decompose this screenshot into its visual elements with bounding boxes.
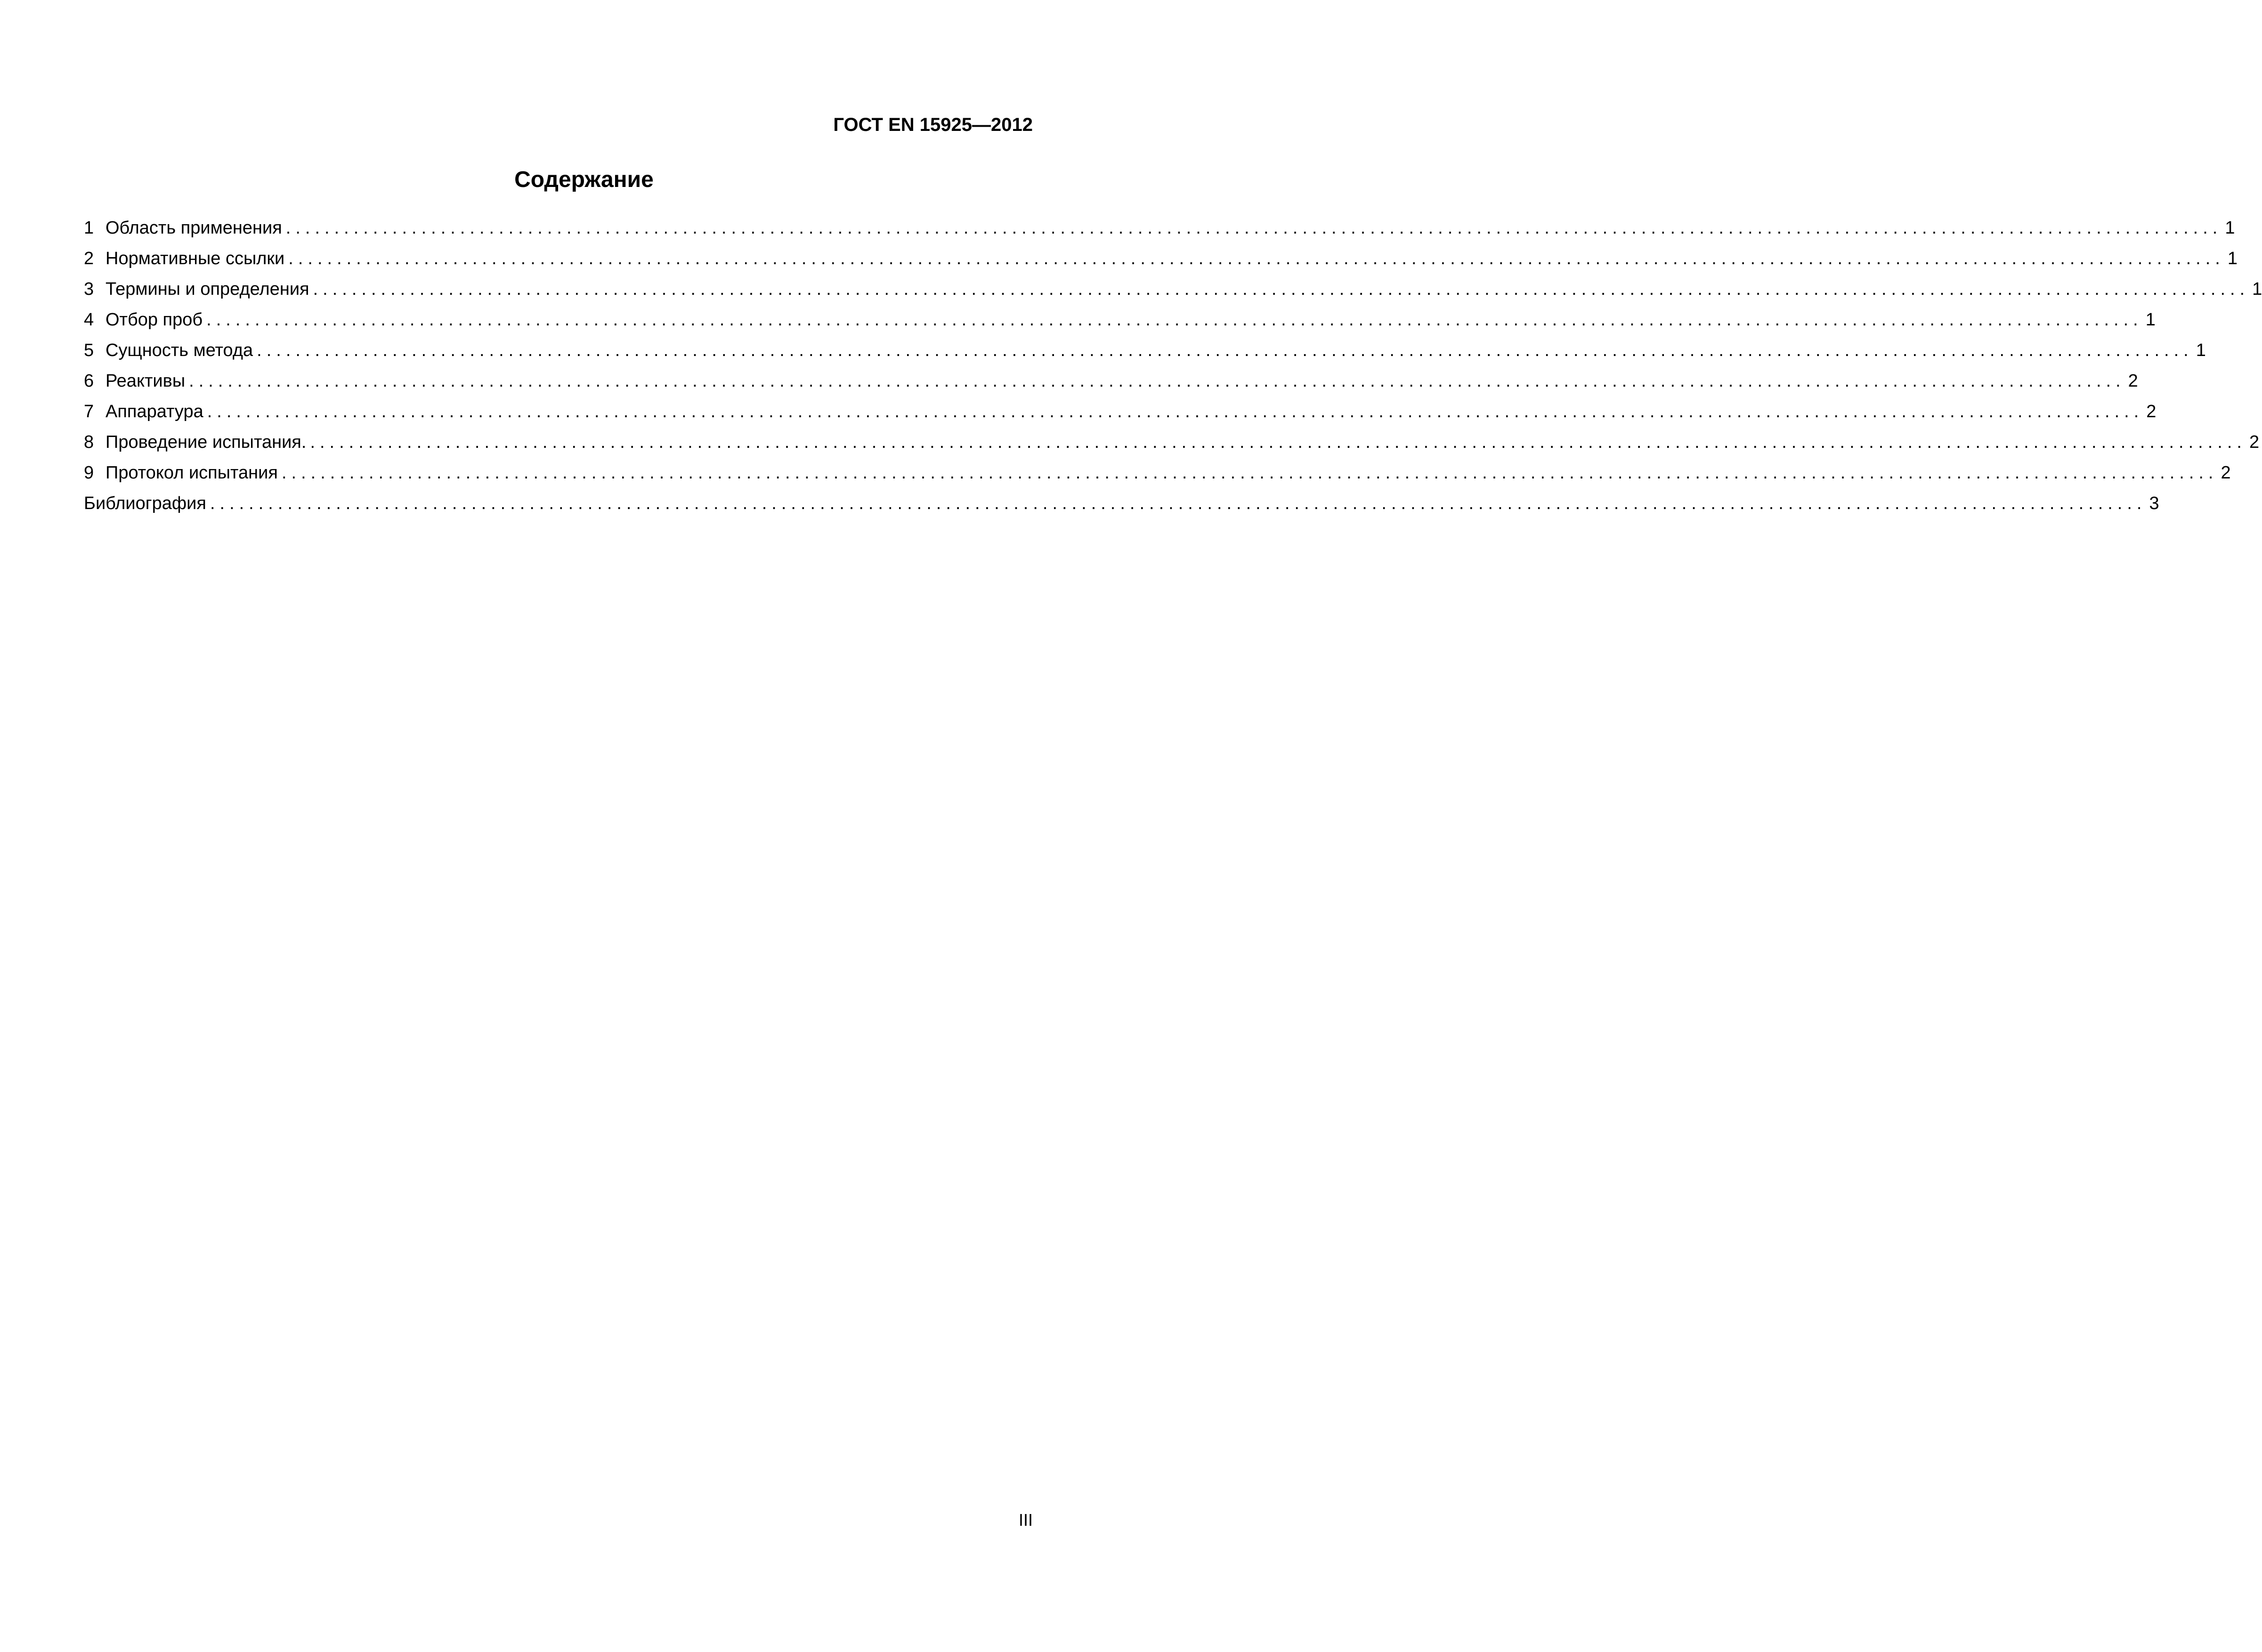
toc-entry-page: 1 (2145, 310, 2156, 330)
toc-entry-number: 7 (84, 402, 94, 421)
toc-entry-label: Сущность метода (105, 340, 253, 360)
toc-entry-sampling[interactable] (84, 310, 2156, 341)
toc-entry-label: Реактивы (105, 371, 186, 391)
toc-entry-page: 2 (2221, 463, 2231, 483)
toc-dot-leader: ........................................................................................................................................................................................................ (257, 340, 2193, 360)
toc-dot-leader: ........................................................................................................................................................................................................ (189, 371, 2125, 391)
toc-entry-principle[interactable] (84, 340, 2206, 372)
toc-dot-leader: ........................................................................................................................................................................................................ (206, 310, 2143, 330)
toc-entry-number: 9 (84, 463, 94, 483)
toc-entry-label: Аппаратура (105, 402, 203, 421)
toc-title: Содержание (514, 167, 654, 192)
document-code: ГОСТ EN 15925—2012 (833, 114, 1033, 135)
toc-entry-terms[interactable] (84, 279, 2262, 311)
toc-entry-page: 1 (2225, 218, 2235, 238)
toc-entry-scope[interactable] (84, 218, 2235, 250)
page-number: III (1018, 1510, 1033, 1530)
toc-dot-leader: ........................................................................................................................................................................................................ (310, 432, 2246, 452)
toc-entry-label: Отбор проб (105, 310, 203, 330)
table-of-contents (84, 218, 2262, 525)
toc-entry-number: 1 (84, 218, 94, 238)
toc-entry-page: 1 (2227, 249, 2238, 268)
toc-entry-normative-references[interactable] (84, 249, 2238, 280)
toc-dot-leader: ........................................................................................................................................................................................................ (288, 249, 2225, 268)
toc-entry-page: 2 (2146, 402, 2157, 421)
toc-dot-leader: ........................................................................................................................................................................................................ (281, 463, 2218, 483)
toc-dot-leader: ........................................................................................................................................................................................................ (313, 279, 2250, 299)
toc-entry-number: 3 (84, 279, 94, 299)
toc-dot-leader: ........................................................................................................................................................................................................ (210, 494, 2147, 513)
toc-entry-label: Нормативные ссылки (105, 249, 285, 268)
toc-entry-number: 5 (84, 340, 94, 360)
toc-entry-page: 2 (2249, 432, 2260, 452)
toc-dot-leader: ........................................................................................................................................................................................................ (207, 402, 2144, 421)
toc-entry-label: Проведение испытания. (105, 432, 307, 452)
toc-entry-page: 3 (2149, 494, 2159, 513)
toc-entry-number: 6 (84, 371, 94, 391)
toc-entry-test-report[interactable] (84, 463, 2231, 494)
toc-entry-apparatus[interactable] (84, 402, 2157, 433)
toc-entry-label: Библиография (84, 494, 206, 513)
toc-entry-bibliography[interactable] (84, 494, 2159, 525)
toc-entry-procedure[interactable] (84, 432, 2260, 464)
toc-entry-label: Область применения (105, 218, 282, 238)
toc-entry-page: 1 (2252, 279, 2262, 299)
toc-entry-number: 2 (84, 249, 94, 268)
toc-entry-label: Термины и определения (105, 279, 309, 299)
toc-entry-reagents[interactable] (84, 371, 2138, 403)
toc-dot-leader: ........................................................................................................................................................................................................ (285, 218, 2222, 238)
toc-entry-number: 4 (84, 310, 94, 330)
toc-entry-page: 2 (2128, 371, 2138, 391)
toc-entry-number: 8 (84, 432, 94, 452)
toc-entry-page: 1 (2196, 340, 2206, 360)
toc-entry-label: Протокол испытания (105, 463, 278, 483)
